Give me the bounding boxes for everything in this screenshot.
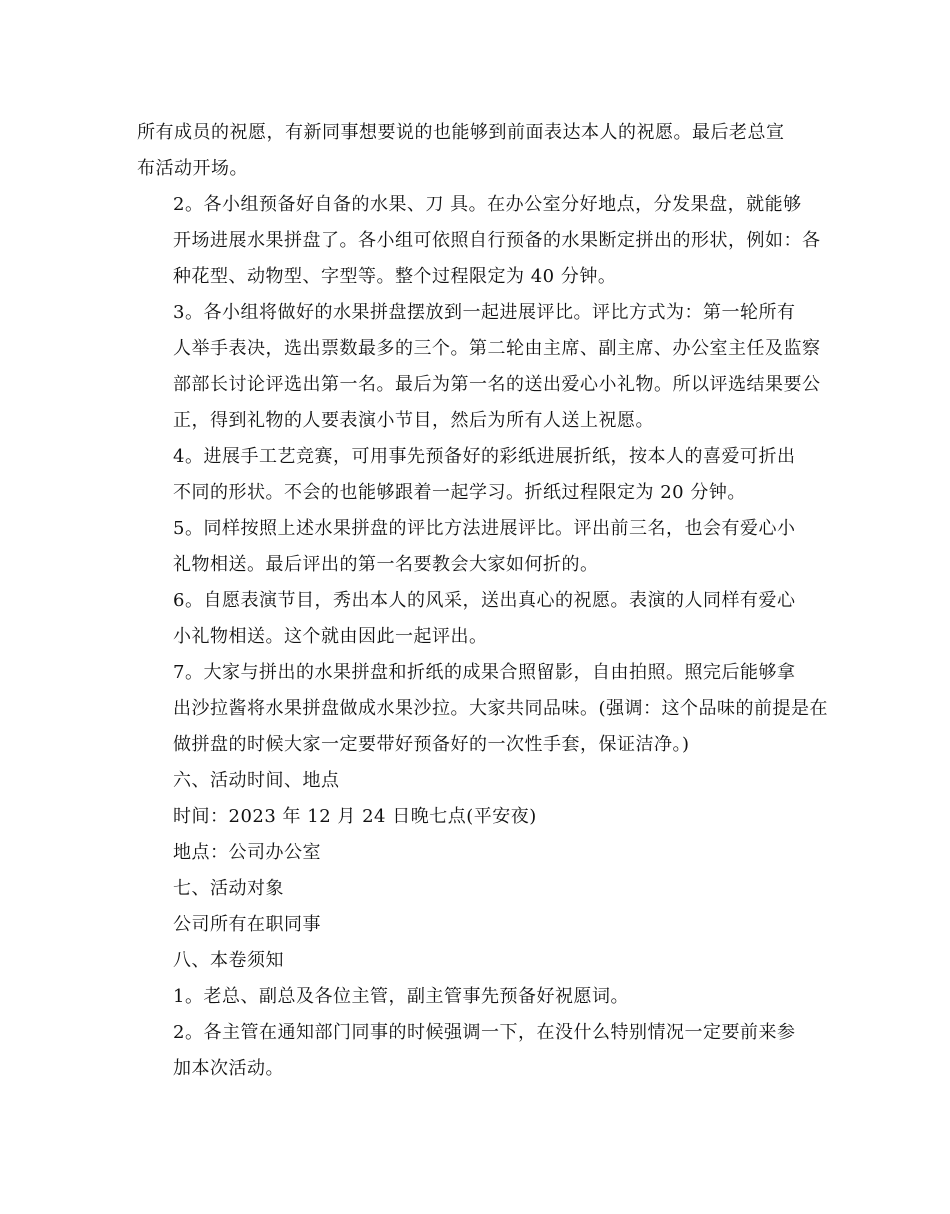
text-line: 4。进展手工艺竞赛，可用事先预备好的彩纸进展折纸，按本人的喜爱可折出 xyxy=(173,446,796,467)
paragraph xyxy=(137,1015,817,1087)
text-line: 正，得到礼物的人要表演小节目，然后为所有人送上祝愿。 xyxy=(173,410,654,431)
paragraph xyxy=(137,979,817,1015)
text-line: 七、活动对象 xyxy=(173,878,284,899)
text-line: 7。大家与拼出的水果拼盘和折纸的成果合照留影，自由拍照。照完后能够拿 xyxy=(173,662,796,683)
paragraph xyxy=(137,511,817,583)
text-line: 种花型、动物型、字型等。整个过程限定为 40 分钟。 xyxy=(173,266,617,287)
text-line: 出沙拉酱将水果拼盘做成水果沙拉。大家共同品味。(强调：这个品味的前提是在 xyxy=(173,698,829,719)
paragraph xyxy=(137,871,817,907)
text-line: 人举手表决，选出票数最多的三个。第二轮由主席、副主席、办公室主任及监察 xyxy=(173,338,821,359)
paragraph xyxy=(137,583,817,655)
text-line: 礼物相送。最后评出的第一名要教会大家如何折的。 xyxy=(173,554,599,575)
text-line: 2。各主管在通知部门同事的时候强调一下，在没什么特别情况一定要前来参 xyxy=(173,1022,796,1043)
text-line: 时间：2023 年 12 月 24 日晚七点(平安夜) xyxy=(173,806,537,827)
text-line: 小礼物相送。这个就由因此一起评出。 xyxy=(173,626,488,647)
text-line: 1。老总、副总及各位主管，副主管事先预备好祝愿词。 xyxy=(173,986,629,1007)
text-line: 2。各小组预备好自备的水果、刀 具。在办公室分好地点，分发果盘，就能够 xyxy=(173,194,802,215)
text-line: 地点：公司办公室 xyxy=(173,842,321,863)
text-line: 开场进展水果拼盘了。各小组可依照自行预备的水果断定拼出的形状，例如：各 xyxy=(173,230,821,251)
paragraph xyxy=(137,799,817,835)
text-line: 所有成员的祝愿，有新同事想要说的也能够到前面表达本人的祝愿。最后老总宣 xyxy=(137,122,785,143)
paragraph xyxy=(137,943,817,979)
text-line: 公司所有在职同事 xyxy=(173,914,321,935)
text-line: 八、本卷须知 xyxy=(173,950,284,971)
paragraph xyxy=(137,295,821,439)
text-line: 六、活动时间、地点 xyxy=(173,770,340,791)
text-line: 6。自愿表演节目，秀出本人的风采，送出真心的祝愿。表演的人同样有爱心 xyxy=(173,590,796,611)
paragraph xyxy=(137,835,817,871)
text-line: 3。各小组将做好的水果拼盘摆放到一起进展评比。评比方式为：第一轮所有 xyxy=(173,302,796,323)
document-page xyxy=(137,115,829,1087)
paragraph xyxy=(137,187,821,295)
paragraph xyxy=(137,439,817,511)
text-line: 部部长讨论评选出第一名。最后为第一名的送出爱心小礼物。所以评选结果要公 xyxy=(173,374,821,395)
paragraph xyxy=(137,655,829,763)
text-line: 5。同样按照上述水果拼盘的评比方法进展评比。评出前三名，也会有爱心小 xyxy=(173,518,796,539)
text-line: 不同的形状。不会的也能够跟着一起学习。折纸过程限定为 20 分钟。 xyxy=(173,482,746,503)
text-line: 布活动开场。 xyxy=(137,158,248,179)
text-line: 做拼盘的时候大家一定要带好预备好的一次性手套，保证洁净。) xyxy=(173,734,690,755)
paragraph xyxy=(137,907,817,943)
paragraph xyxy=(137,115,817,187)
text-line: 加本次活动。 xyxy=(173,1058,284,1079)
paragraph xyxy=(137,763,817,799)
